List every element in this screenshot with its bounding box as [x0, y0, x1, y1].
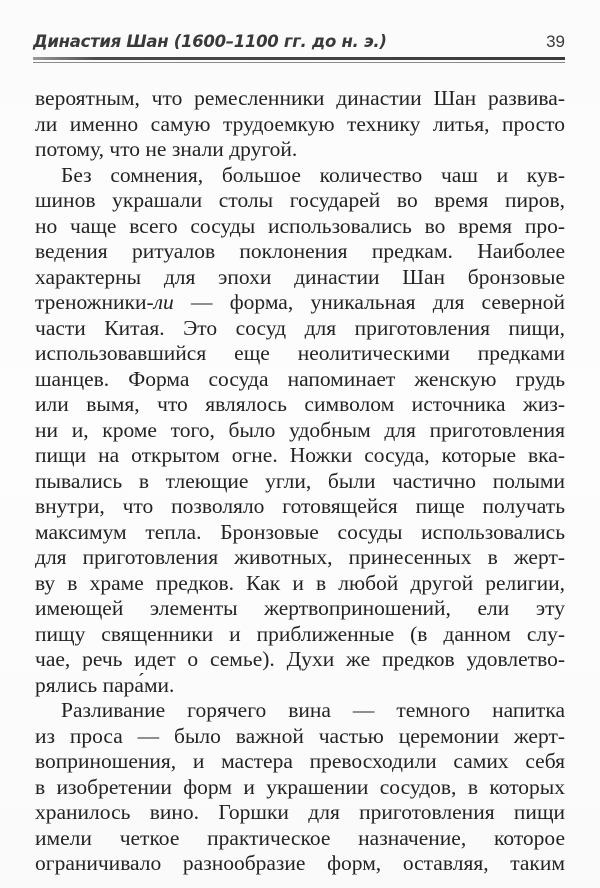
- text-line: шинов украшали столы государей во время пиров,: [35, 188, 565, 212]
- header-rule-thin: [33, 62, 565, 63]
- text-line: Разливание горячего вина — темного напитка: [61, 698, 565, 722]
- header-rule-thick: [33, 57, 565, 60]
- text-line: ли именно самую трудоемкую технику литья, просто: [35, 111, 565, 136]
- text-line: пищи на открытом огне. Ножки сосуда, которые вка-: [35, 443, 565, 467]
- body-text: [35, 86, 565, 877]
- text-fragment: треножники-: [35, 290, 154, 314]
- text-line: имели четкое практическое назначение, которое: [35, 825, 565, 850]
- text-line: ву в храме предков. Как и в любой другой религии,: [35, 570, 565, 595]
- text-line: использовавшийся еще неолитическими предками: [35, 341, 565, 365]
- italic-term-li: ли: [153, 290, 174, 314]
- text-line: ведения ритуалов поклонения предкам. Наиболее: [35, 239, 565, 263]
- page-number: 39: [546, 32, 565, 51]
- text-line: или вымя, что являлось символом источника жиз-: [35, 392, 565, 416]
- text-line: имеющей элементы жертвоприношений, ели эту: [35, 596, 565, 620]
- text-line: шанцев. Форма сосуда напоминает женскую грудь: [35, 366, 565, 391]
- text-line: максимум тепла. Бронзовые сосуды использовались: [35, 519, 565, 544]
- text-line: характерны для эпохи династии Шан бронзовые: [35, 264, 565, 289]
- chapter-running-title: Династия Шан (1600–1100 гг. до н. э.): [33, 32, 387, 51]
- text-line: воприношения, и мастера превосходили самих себя: [35, 749, 565, 773]
- text-line: из проса — было важной частью церемонии жерт-: [35, 723, 565, 748]
- text-line: пывались в тлеющие угли, были частично полыми: [35, 468, 565, 493]
- text-line: вероятным, что ремесленники династии Шан развива-: [35, 86, 565, 110]
- text-line: рялись пара́ми.: [35, 672, 175, 697]
- text-line: хранилось вино. Горшки для приготовления пищи: [35, 800, 565, 824]
- running-head: [33, 30, 565, 56]
- paragraph-1: [35, 86, 565, 163]
- header-double-rule: [33, 57, 565, 64]
- text-line: части Китая. Это сосуд для приготовления пищи,: [35, 315, 565, 340]
- text-line: внутри, что позволяло готовящейся пище получать: [35, 494, 565, 518]
- text-line: ограничивало разнообразие форм, оставляя, таким: [35, 851, 565, 875]
- text-line: чае, речь идет о семье). Духи же предков удовлетво-: [35, 647, 565, 671]
- text-fragment: — форма, уникальная для северной: [173, 290, 565, 314]
- text-line: Без сомнения, большое количество чаш и кув-: [61, 162, 565, 187]
- text-line-with-emphasis: [35, 290, 565, 316]
- text-line: потому, что не знали другой.: [35, 137, 298, 161]
- text-line: но чаще всего сосуды использовались во время про-: [35, 213, 565, 238]
- text-line: в изобретении форм и украшении сосудов, в которых: [35, 774, 565, 799]
- text-line: ни и, кроме того, было удобным для приготовления: [35, 417, 565, 442]
- paragraph-3: [35, 698, 565, 877]
- text-line: пищу священники и приближенные (в данном слу-: [35, 621, 565, 646]
- paragraph-2: [35, 163, 565, 699]
- text-line: для приготовления животных, принесенных в жерт-: [35, 545, 565, 569]
